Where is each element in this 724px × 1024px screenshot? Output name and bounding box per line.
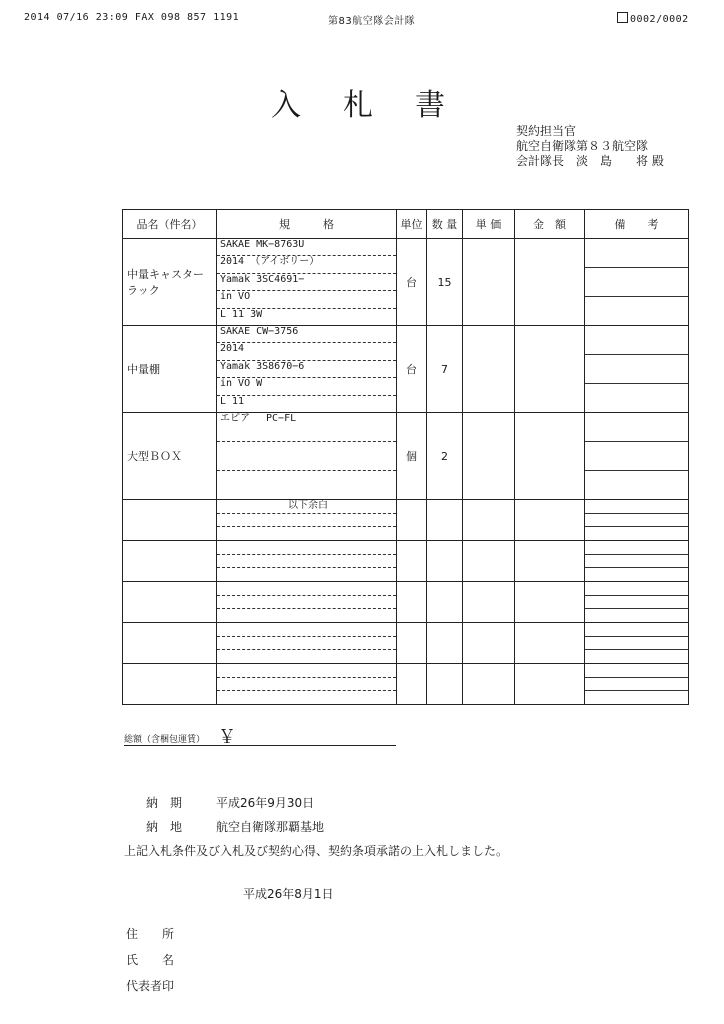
spec-line: L 11 bbox=[220, 395, 245, 407]
fax-page-icon bbox=[617, 12, 628, 23]
item-name: 中量棚 bbox=[127, 363, 160, 376]
addressee-line-2: 航空自衛隊第８３航空隊 bbox=[516, 139, 649, 153]
title-char-3: 書 bbox=[415, 88, 446, 123]
item-unit-price bbox=[463, 326, 515, 413]
header-unit: 単位 bbox=[397, 210, 427, 239]
spec-line: 2014 （アイボリー） bbox=[217, 256, 396, 273]
spec-line: SAKAE CW−3756 bbox=[217, 326, 396, 343]
spec-line: in VO W bbox=[217, 378, 396, 395]
item-remarks bbox=[585, 239, 689, 326]
item-name-cell bbox=[123, 239, 217, 326]
title-char-1: 入 bbox=[271, 88, 302, 123]
representative-seal-label: 代表者印 bbox=[126, 979, 175, 993]
item-name: 中量キャスター bbox=[127, 268, 204, 281]
title-char-2: 札 bbox=[343, 88, 374, 123]
table-row bbox=[123, 664, 689, 705]
header-quantity: 数 量 bbox=[427, 210, 463, 239]
header-unit-price: 単 価 bbox=[463, 210, 515, 239]
fax-page-number: 0002/0002 bbox=[630, 14, 689, 25]
place-label: 納 地 bbox=[146, 820, 183, 834]
deadline-label: 納 期 bbox=[146, 796, 183, 810]
address-label: 住 所 bbox=[126, 927, 175, 941]
table-row bbox=[123, 413, 689, 500]
table-row bbox=[123, 541, 689, 582]
header-item-name: 品名（件名） bbox=[123, 210, 217, 239]
item-name-cell bbox=[123, 326, 217, 413]
spec-line bbox=[217, 442, 396, 471]
item-name-cell bbox=[123, 413, 217, 500]
header-amount: 金 額 bbox=[515, 210, 585, 239]
spec-line: Yamak 3S8670−6 bbox=[217, 361, 396, 378]
table-row bbox=[123, 623, 689, 664]
fax-header-page bbox=[617, 12, 689, 25]
item-quantity: 2 bbox=[427, 413, 463, 500]
item-unit: 個 bbox=[397, 413, 427, 500]
item-quantity: 15 bbox=[427, 239, 463, 326]
item-unit-price bbox=[463, 413, 515, 500]
declaration: 上記入札条件及び入札及び契約心得、契約条項承諾の上入札しました。 bbox=[124, 844, 509, 858]
item-remarks bbox=[585, 413, 689, 500]
item-name: 大型ＢＯＸ bbox=[127, 450, 182, 463]
document-title bbox=[271, 80, 446, 124]
spec-line: in VO bbox=[217, 291, 396, 308]
addressee-line-3: 会計隊長 淡 島 将 殿 bbox=[516, 154, 664, 168]
remainder-note: 以下余白 bbox=[217, 500, 396, 514]
bid-table bbox=[122, 209, 689, 705]
bid-date: 平成26年8月1日 bbox=[243, 887, 334, 901]
item-unit: 台 bbox=[397, 326, 427, 413]
yen-symbol: ￥ bbox=[218, 727, 236, 748]
item-amount bbox=[515, 239, 585, 326]
table-row bbox=[123, 326, 689, 413]
item-remarks bbox=[585, 326, 689, 413]
place-value: 航空自衛隊那覇基地 bbox=[216, 820, 325, 834]
total-label: 総額（含梱包運賃） bbox=[124, 735, 206, 745]
item-spec-cell bbox=[217, 326, 397, 413]
table-header-row bbox=[123, 210, 689, 239]
table-row bbox=[123, 582, 689, 623]
fax-header-sender: 第83航空隊会計隊 bbox=[328, 16, 416, 27]
table-row bbox=[123, 500, 689, 541]
header-remarks: 備 考 bbox=[585, 210, 689, 239]
item-spec-cell bbox=[217, 239, 397, 326]
spec-line: Yamak 3SC4691− bbox=[217, 274, 396, 291]
spec-line: 2014 bbox=[217, 343, 396, 360]
header-spec: 規 格 bbox=[217, 210, 397, 239]
deadline-value: 平成26年9月30日 bbox=[216, 796, 315, 810]
item-quantity: 7 bbox=[427, 326, 463, 413]
item-amount bbox=[515, 413, 585, 500]
item-spec-cell bbox=[217, 500, 397, 541]
item-unit: 台 bbox=[397, 239, 427, 326]
item-amount bbox=[515, 326, 585, 413]
spec-line bbox=[217, 471, 396, 499]
item-name-line-2: ラック bbox=[127, 284, 160, 297]
spec-line: エピア PC−FL bbox=[217, 413, 396, 442]
addressee-line-1: 契約担当官 bbox=[516, 124, 577, 138]
fax-header-left: 2014 07/16 23:09 FAX 098 857 1191 bbox=[24, 12, 240, 23]
item-spec-cell bbox=[217, 413, 397, 500]
table-row bbox=[123, 239, 689, 326]
spec-line: L 11 3W bbox=[220, 308, 263, 320]
spec-line: SAKAE MK−8763U bbox=[217, 239, 396, 256]
total-underline bbox=[124, 745, 396, 746]
name-label: 氏 名 bbox=[126, 953, 175, 967]
item-unit-price bbox=[463, 239, 515, 326]
